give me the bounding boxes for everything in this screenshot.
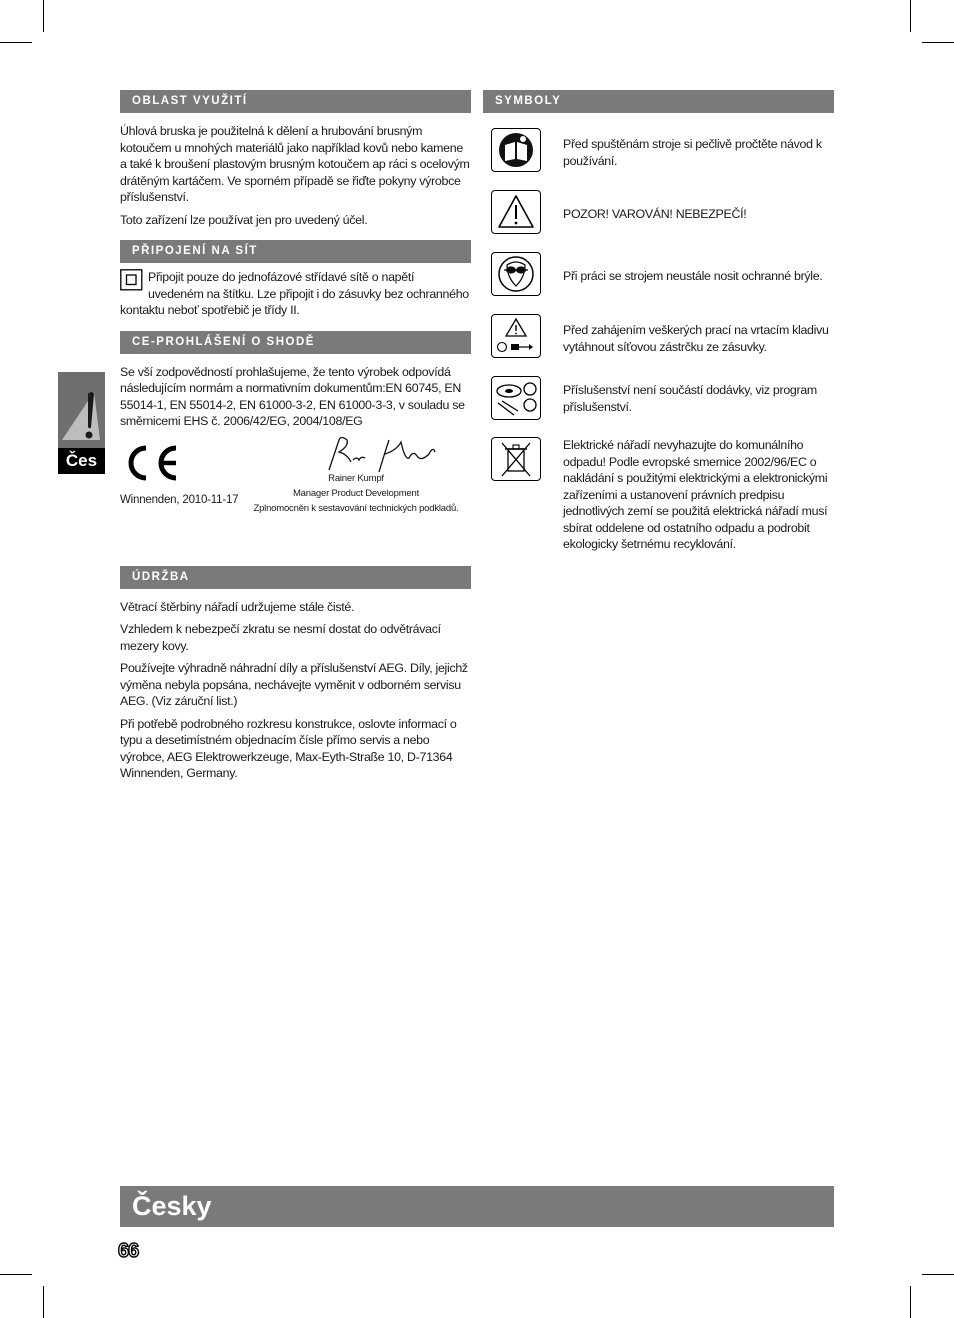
double-insulation-icon [120, 269, 143, 291]
crop-mark [910, 0, 911, 32]
udrzba-paragraph-2: Vzhledem k nebezpečí zkratu se nesmí dostat do odvětrávací mezery kovy. [120, 622, 441, 653]
signer-note: Zplnomocněn k sestavování technických podkladů. [253, 502, 459, 514]
left-column [120, 90, 471, 788]
ce-mark-icon [124, 442, 182, 484]
signer-role: Manager Product Development [292, 487, 420, 499]
symbol-row [483, 437, 834, 557]
read-manual-icon [492, 129, 540, 171]
section-header-ce: CE-PROHLÁŠENÍ O SHODĚ [120, 331, 471, 354]
ce-date: Winnenden, 2010-11-17 [120, 493, 239, 506]
side-tab-label: Čes [58, 448, 105, 474]
signer-name: Rainer Kumpf [328, 472, 384, 484]
symbol-text-5: Příslušenství není součástí dodávky, viz program příslušenství. [563, 383, 817, 414]
udrzba-paragraph-1: Větrací štěrbiny nářadí udržujeme stále čisté. [120, 599, 355, 614]
weee-bin-icon [492, 438, 540, 480]
warning-exclamation-icon [58, 372, 105, 448]
symbol-text-1: Před spuštěnám stroje si pečlivě pročtěte návod k používání. [563, 137, 822, 168]
signature-image [325, 432, 445, 476]
ce-signature-block [120, 438, 471, 523]
symbol-row [483, 376, 834, 426]
symbol-row [483, 252, 834, 302]
safety-goggles-icon [492, 253, 540, 295]
crop-mark [922, 1274, 954, 1275]
right-column [483, 90, 834, 551]
oblast-paragraph-1: Úhlová bruska je použitelná k dělení a hrubování brusným kotoučem u mnohých materiálů jako například kovů nebo kamene a také k broušení plastovým brusným kotoučem ap ráci s ocelovým drátěným kartáčem. Ve sporném případě se řiďte pokyny výrobce příslušenství. [120, 124, 470, 204]
udrzba-paragraph-3: Používejte výhradně náhradní díly a příslušenství AEG. Díly, jejichž výměna nebyla popsána, nechávejte vyměnit v odborném servisu AEG. (Viz záruční list.) [120, 661, 468, 708]
crop-mark [910, 1286, 911, 1318]
symbol-text-4: Před zahájením veškerých prací na vrtacím kladivu vytáhnout síťovou zástrčku ze zásuvky. [563, 323, 829, 354]
ce-paragraph: Se vší zodpovědností prohlašujeme, že tento výrobek odpovídá následujícím normám a normativním dokumentům:EN 60745, EN 55014-1, EN 55014-2, EN 61000-3-2, EN 61000-3-3, v souladu se směrnicemi EHS č. 2006/42/EG, 2004/108/EG [120, 364, 465, 428]
pripojeni-paragraph: Připojit pouze do jednofázové střídavé sítě o napětí uvedeném na štítku. Lze připojit i do zásuvky bez ochranného kontaktu neboť spotřebič je třídy II. [120, 270, 469, 317]
section-header-pripojeni: PŘIPOJENÍ NA SÍT [120, 240, 471, 263]
udrzba-paragraph-4: Při potřebě podrobného rozkresu konstrukce, oslovte informací o typu a desetimístném objednacím čísle přímo servis a nebo výrobce, AEG Elektrowerkzeuge, Max-Eyth-Straße 10, D-71364 Winnenden, Germany. [120, 716, 457, 780]
section-header-oblast: OBLAST VYUŽITÍ [120, 90, 471, 113]
symbol-row [483, 314, 834, 364]
accessories-icon [492, 377, 540, 419]
crop-mark [922, 42, 954, 43]
crop-mark [0, 42, 32, 43]
language-footer-bar: Česky [120, 1186, 834, 1227]
crop-mark [0, 1274, 32, 1275]
unplug-warning-icon [492, 315, 540, 357]
oblast-paragraph-2: Toto zařízení lze používat jen pro uvedený účel. [120, 212, 368, 227]
symbol-row [483, 190, 834, 240]
crop-mark [43, 0, 44, 32]
section-header-udrzba: ÚDRŽBA [120, 566, 471, 589]
symbol-text-3: Při práci se strojem neustále nosit ochranné brýle. [563, 269, 823, 283]
language-side-tab [58, 372, 105, 474]
warning-triangle-icon [492, 191, 540, 233]
symbol-text-2: POZOR! VAROVÁN! NEBEZPEČÍ! [563, 207, 747, 221]
symbol-row [483, 128, 834, 178]
crop-mark [43, 1286, 44, 1318]
section-header-symboly: SYMBOLY [483, 90, 834, 113]
page-number: 66 [118, 1240, 139, 1262]
symbol-text-6: Elektrické nářadí nevyhazujte do komunálního odpadu! Podle evropské smernice 2002/96/EC o nakládání s použitými elektrickými a elektronickými zařízeními a ustanovení právních predpisu jednotlivých zemí se použitá elektrická nářadí musí sbírat oddelene od ostatního odpadu a podrobit ekologicky šetrnému recyklování. [563, 438, 828, 551]
